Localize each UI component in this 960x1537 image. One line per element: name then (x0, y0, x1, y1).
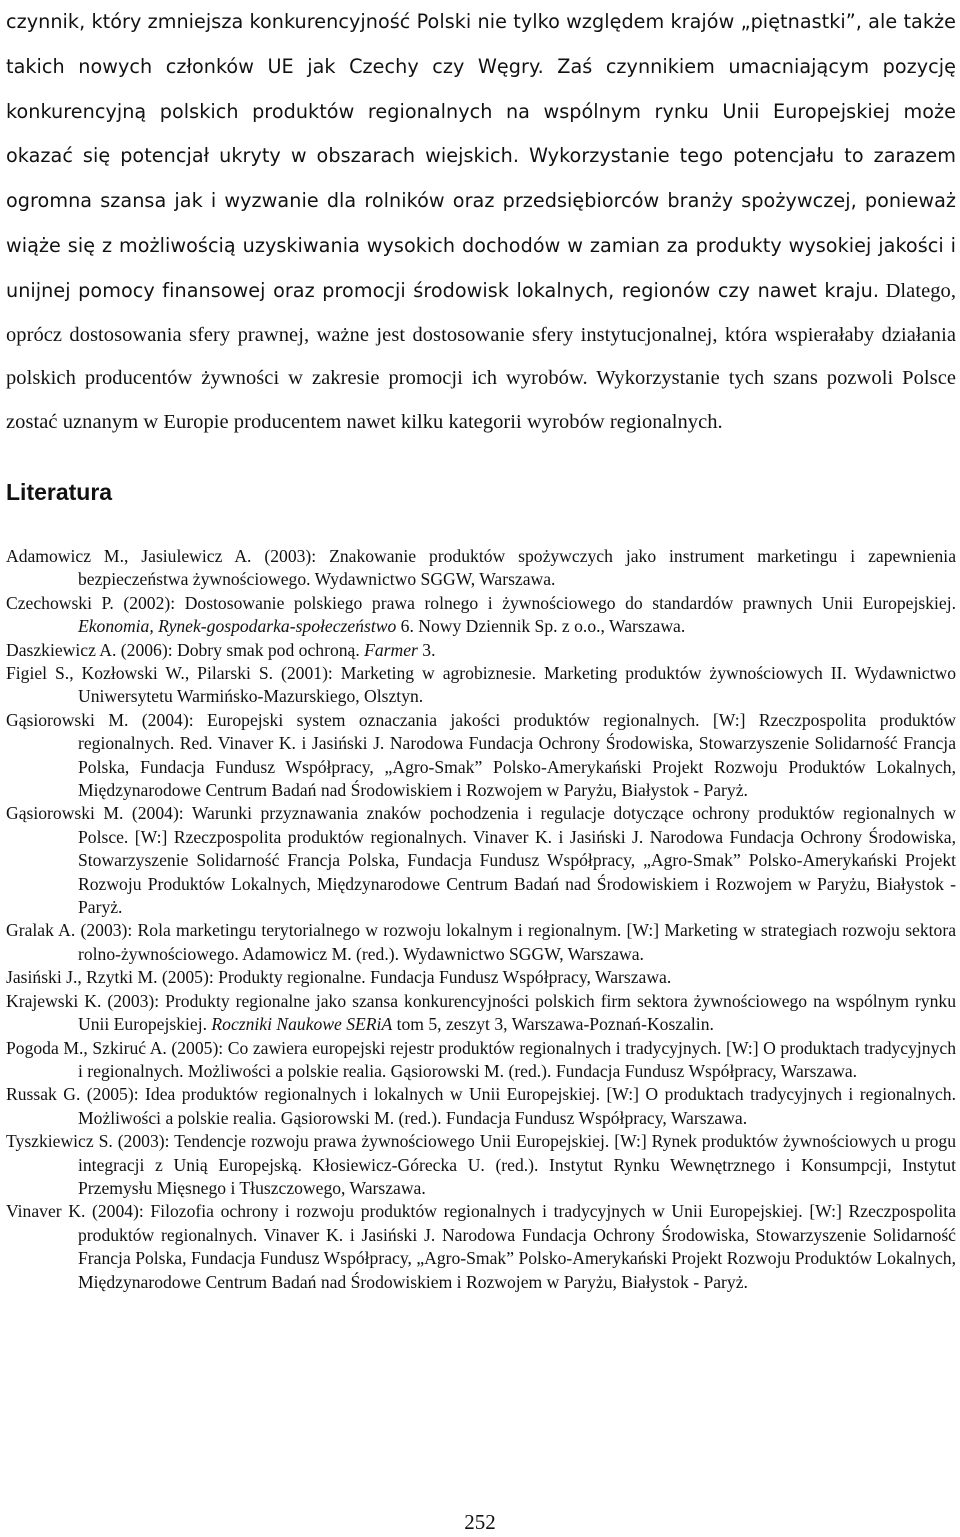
reference-item: Russak G. (2005): Idea produktów regionalnych i lokalnych w Unii Europejskiej. [W:] O produktach tradycyjnych i regionalnych. Możliwości a polskie realia. Gąsiorowski M. (red.). Fundacja Fundusz Współpracy, Warszawa. (6, 1084, 956, 1128)
reference-list (6, 545, 956, 1294)
reference-item: Czechowski P. (2002): Dostosowanie polskiego prawa rolnego i żywnościowego do standardów prawnych Unii Europejskiej. Ekonomia, Rynek-gospodarka-społeczeństwo 6. Nowy Dziennik Sp. z o.o., Warszawa. (6, 592, 956, 637)
section-heading-literatura: Literatura (6, 478, 113, 505)
body-text-part-1: czynnik, który zmniejsza konkurencyjność Polski nie tylko względem krajów „piętnastki”, ale także takich nowych członków UE jak Czechy czy Węgry. Zaś czynnikiem umacniającym pozycję konkurencyjną polskich produktów regionalnych na wspólnym rynku Unii Europejskiej może okazać się potencjał ukryty w obszarach wiejskich. (6, 10, 956, 168)
reference-item: Pogoda M., Szkiruć A. (2005): Co zawiera europejski rejestr produktów regionalnych i tradycyjnych. [W:] O produktach tradycyjnych i regionalnych. Możliwości a polskie realia. Gąsiorowski M. (red.). Fundacja Fundusz Współpracy, Warszawa. (6, 1037, 956, 1081)
reference-item: Gąsiorowski M. (2004): Warunki przyznawania znaków pochodzenia i regulacje dotyczące ochrony produktów regionalnych w Polsce. [W:] Rzeczpospolita produktów regionalnych. Vinaver K. i Jasiński J. Narodowa Fundacja Ochrony Środowiska, Stowarzyszenie Solidarność Francja Polska, Fundacja Fundusz Współpracy, „Agro-Smak” Polsko-Amerykański Projekt Rozwoju Produktów Lokalnych, Międzynarodowe Centrum Badań nad Środowiskiem i Rozwojem w Paryżu, Białystok - Paryż. (6, 803, 956, 918)
body-text-part-2: Wykorzystanie tego potencjału to zarazem ogromna szansa jak i wyzwanie dla rolników oraz przedsiębiorców branży spożywczej, ponieważ wiąże się z możliwością uzyskiwania wysokich dochodów w zamian za produkty wysokiej jakości i unijnej pomocy finansowej oraz promocji środowisk lokalnych, regionów czy nawet kraju. (6, 144, 956, 302)
reference-item: Gąsiorowski M. (2004): Europejski system oznaczania jakości produktów regionalnych. [W:] Rzeczpospolita produktów regionalnych. Red. Vinaver K. i Jasiński J. Narodowa Fundacja Ochrony Środowiska, Stowarzyszenie Solidarność Francja Polska, Fundacja Fundusz Współpracy, „Agro-Smak” Polsko-Amerykański Projekt Rozwoju Produktów Lokalnych, Międzynarodowe Centrum Badań nad Środowiskiem i Rozwojem w Paryżu, Białystok - Paryż. (6, 709, 956, 801)
reference-item: Vinaver K. (2004): Filozofia ochrony i rozwoju produktów regionalnych i tradycyjnych w Unii Europejskiej. [W:] Rzeczpospolita produktów regionalnych. Vinaver K. i Jasiński J. Narodowa Fundacja Ochrony Środowiska, Stowarzyszenie Solidarność Francja Polska, Fundacja Fundusz Współpracy, „Agro-Smak” Polsko-Amerykański Projekt Rozwoju Produktów Lokalnych, Międzynarodowe Centrum Badań nad Środowiskiem i Rozwojem w Paryżu, Białystok - Paryż. (6, 1201, 956, 1292)
reference-item: Jasiński J., Rzytki M. (2005): Produkty regionalne. Fundacja Fundusz Współpracy, Warszawa. (6, 967, 672, 988)
reference-item: Figiel S., Kozłowski W., Pilarski S. (2001): Marketing w agrobiznesie. Marketing produktów żywnościowych II. Wydawnictwo Uniwersytetu Warmińsko-Mazurskiego, Olsztyn. (6, 663, 956, 707)
reference-item: Daszkiewicz A. (2006): Dobry smak pod ochroną. Farmer 3. (6, 639, 436, 660)
reference-item: Adamowicz M., Jasiulewicz A. (2003): Znakowanie produktów spożywczych jako instrument marketingu i zapewnienia bezpieczeństwa żywnościowego. Wydawnictwo SGGW, Warszawa. (6, 545, 956, 590)
page-number: 252 (464, 1510, 496, 1534)
reference-item: Krajewski K. (2003): Produkty regionalne jako szansa konkurencyjności polskich firm sektora żywnościowego na wspólnym rynku Unii Europejskiej. Roczniki Naukowe SERiA tom 5, zeszyt 3, Warszawa-Poznań-Koszalin. (6, 990, 956, 1035)
document-page (6, 0, 956, 1294)
body-text-part-3: Dlatego, oprócz dostosowania sfery prawnej, ważne jest dostosowanie sfery instytucjonalnej, która wspierałaby działania polskich producentów żywności w zakresie promocji ich wyrobów. Wykorzystanie tych szans pozwoli Polsce zostać uznanym w Europie producentem nawet kilku kategorii wyrobów regionalnych. (6, 279, 956, 434)
body-paragraph (6, 0, 956, 445)
reference-item: Gralak A. (2003): Rola marketingu terytorialnego w rozwoju lokalnym i regionalnym. [W:] Marketing w strategiach rozwoju sektora rolno-żywnościowego. Adamowicz M. (red.). Wydawnictwo SGGW, Warszawa. (6, 920, 956, 964)
reference-item: Tyszkiewicz S. (2003): Tendencje rozwoju prawa żywnościowego Unii Europejskiej. [W:] Rynek produktów żywnościowych u progu integracji z Unią Europejską. Kłosiewicz-Górecka U. (red.). Instytut Rynku Wewnętrznego i Konsumpcji, Instytut Przemysłu Mięsnego i Tłuszczowego, Warszawa. (6, 1131, 956, 1198)
